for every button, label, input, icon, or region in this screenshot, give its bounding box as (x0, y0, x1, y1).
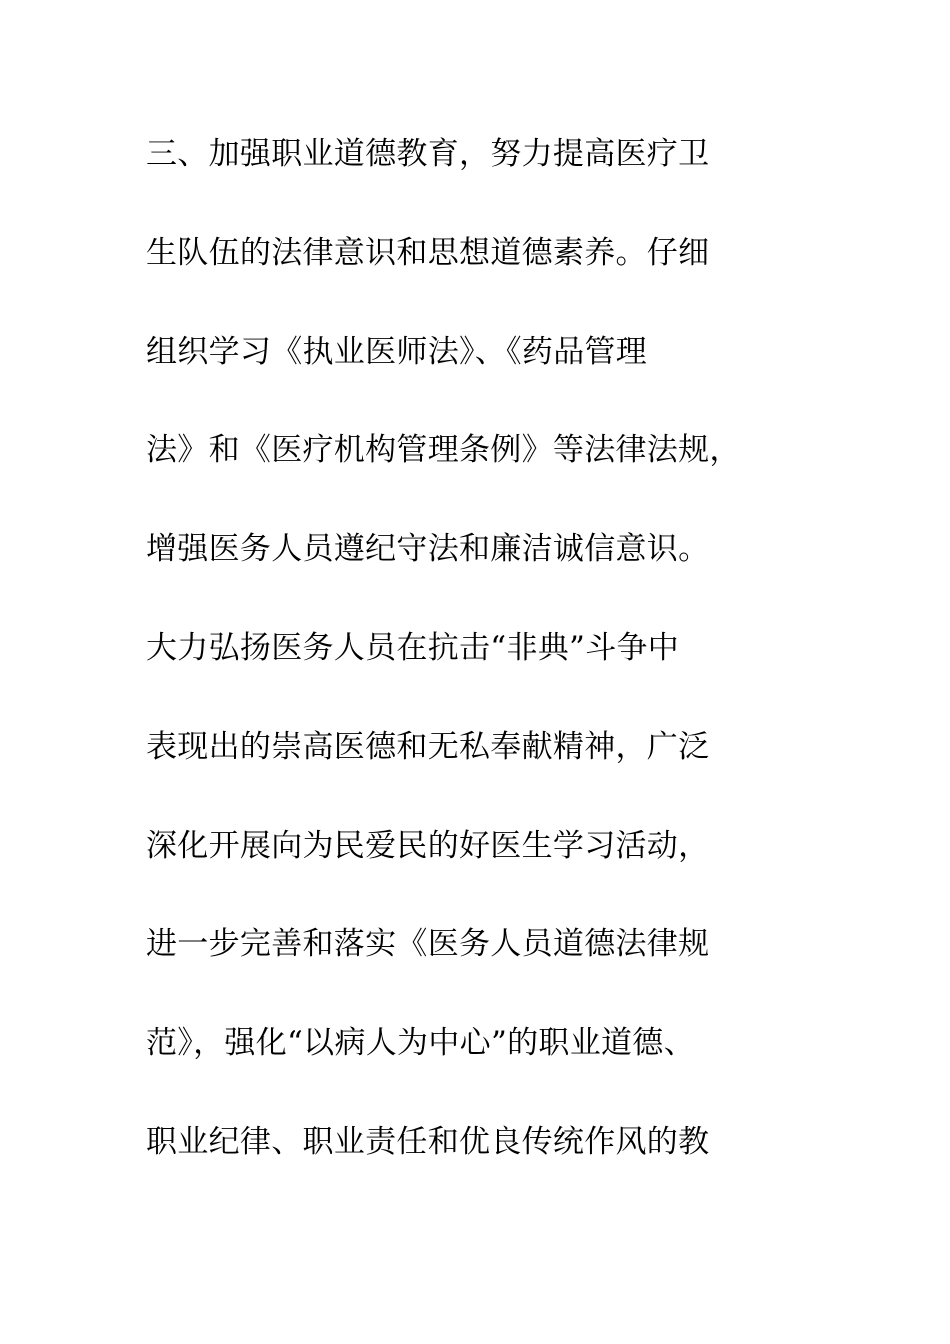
text-line-9: 进一步完善和落实《医务人员道德法律规 (146, 926, 710, 963)
text-line-8: 深化开展向为民爱民的好医生学习活动， (146, 827, 710, 864)
text-line-4: 法》和《医疗机构管理条例》等法律法规， (146, 432, 741, 469)
text-line-3: 组织学习《执业医师法》、《药品管理 (146, 333, 648, 370)
text-line-5: 增强医务人员遵纪守法和廉洁诚信意识。 (146, 531, 710, 568)
text-line-11: 职业纪律、职业责任和优良传统作风的教 (146, 1123, 710, 1160)
body-text (146, 124, 866, 1211)
text-line-1: 三、加强职业道德教育，努力提高医疗卫 (146, 136, 710, 172)
text-line-7: 表现出的崇高医德和无私奉献精神，广泛 (146, 728, 710, 765)
text-line-10: 范》，强化“以病人为中心”的职业道德、 (146, 1025, 695, 1062)
text-line-6: 大力弘扬医务人员在抗击“非典”斗争中 (146, 629, 680, 666)
text-line-2: 生队伍的法律意识和思想道德素养。仔细 (146, 234, 710, 271)
